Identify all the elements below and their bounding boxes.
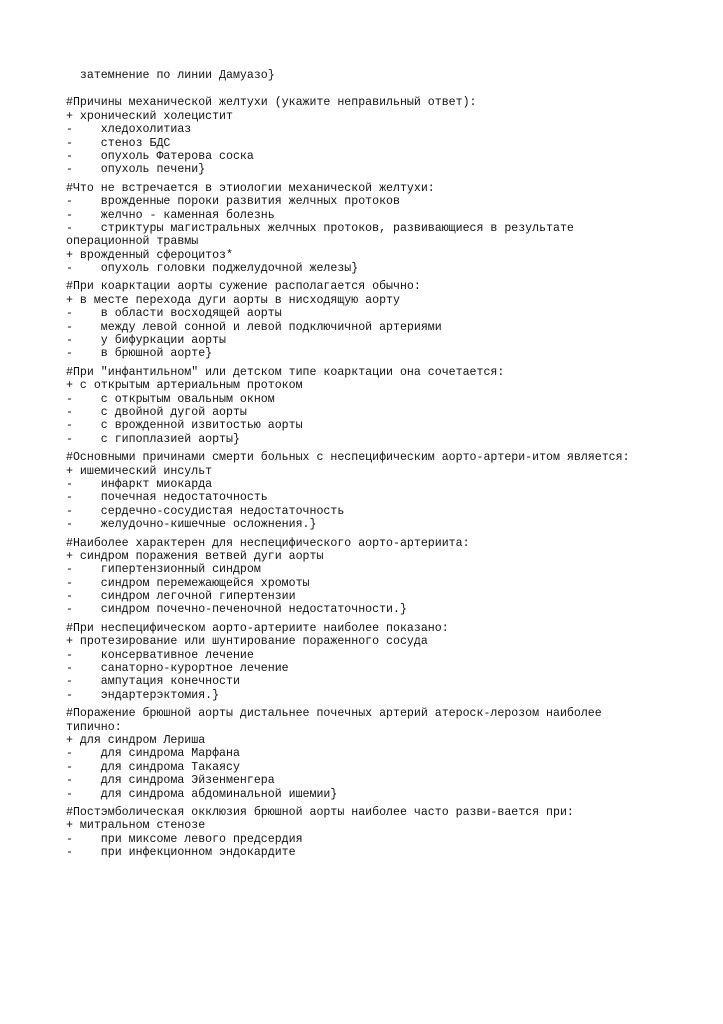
answer-option: - с врожденной извитостью аорты — [66, 419, 303, 433]
correct-answer: + с открытым артериальным протоком — [66, 379, 303, 393]
answer-option: - синдром перемежающейся хромоты — [66, 576, 310, 590]
question-block — [66, 806, 706, 860]
answer-option: - врожденные пороки развития желчных протоков — [66, 195, 400, 209]
answer-option: - опухоль головки поджелудочной железы} — [66, 262, 359, 276]
answer-option: - ампутация конечности — [66, 675, 240, 689]
answer-option: - синдром почечно-печеночной недостаточности.} — [66, 603, 407, 617]
answer-option: - опухоль Фатерова соска — [66, 149, 254, 163]
answer-option: - консервативное лечение — [66, 648, 254, 662]
question-block — [66, 366, 706, 446]
question-text: #При коарктации аорты сужение располагается обычно: — [66, 280, 421, 294]
answer-option: - с двойной дугой аорты — [66, 405, 247, 419]
answer-option: - инфаркт миокарда — [66, 477, 213, 491]
correct-answer: + хронический холецистит — [66, 109, 233, 123]
answer-option: - между левой сонной и левой подключичной артериями — [66, 320, 442, 334]
question-block — [66, 451, 706, 531]
answer-option: - у бифуркации аорты — [66, 334, 227, 348]
answer-option: - желчно - каменная болезнь — [66, 208, 275, 222]
question-block — [66, 280, 706, 360]
question-text: #При неспецифическом аорто-артериите наиболее показано: — [66, 621, 449, 635]
question-block — [66, 182, 706, 276]
answer-option: - в области восходящей аорты — [66, 307, 282, 321]
answer-option: - почечная недостаточность — [66, 491, 268, 505]
answer-option: - хледохолитиаз — [66, 123, 192, 137]
intro-line: затемнение по линии Дамуазо} — [66, 69, 275, 82]
question-text-continuation: типично: — [66, 720, 122, 734]
correct-answer: + ишемический инсульт — [66, 464, 213, 478]
question-text: #Причины механической желтухи (укажите неправильный ответ): — [66, 96, 477, 110]
correct-answer: + в месте перехода дуги аорты в нисходящую аорту — [66, 293, 400, 307]
answer-option: - санаторно-курортное лечение — [66, 662, 289, 676]
correct-answer: + врожденный сфероцитоз* — [66, 248, 233, 262]
question-block — [66, 707, 706, 801]
answer-option: - для синдрома Эйзенменгера — [66, 774, 275, 788]
answer-option: - при миксоме левого предсердия — [66, 832, 303, 846]
answer-option: - желудочно-кишечные осложнения.} — [66, 518, 317, 532]
question-text: #Что не встречается в этиологии механической желтухи: — [66, 181, 435, 195]
question-block — [66, 537, 706, 617]
correct-answer: + для синдром Лериша — [66, 733, 206, 747]
question-text: #Основными причинами смерти больных с неспецифическим аорто-артери-итом является: — [66, 451, 630, 465]
answer-option: - с открытым овальным окном — [66, 392, 275, 406]
answer-option: - эндартерэктомия.} — [66, 688, 220, 702]
correct-answer: + митральном стенозе — [66, 819, 206, 833]
answer-option: - стриктуры магистральных желчных протоков, развивающиеся в результате — [66, 221, 574, 235]
question-block — [66, 96, 706, 176]
answer-option: - для синдрома Марфана — [66, 747, 240, 761]
answer-option: - гипертензионный синдром — [66, 563, 261, 577]
question-list — [66, 96, 706, 859]
answer-option: - при инфекционном эндокардите — [66, 846, 296, 860]
answer-option: - для синдрома абдоминальной ишемии} — [66, 787, 338, 801]
answer-option: - синдром легочной гипертензии — [66, 590, 296, 604]
correct-answer: + протезирование или шунтирование пораженного сосуда — [66, 635, 428, 649]
question-text: #Поражение брюшной аорты дистальнее почечных артерий атероск-лерозом наиболее — [66, 707, 602, 721]
spacer — [66, 82, 706, 96]
answer-option: - сердечно-сосудистая недостаточность — [66, 504, 345, 518]
question-block — [66, 622, 706, 702]
answer-option: - опухоль печени} — [66, 163, 206, 177]
correct-answer: + синдром поражения ветвей дуги аорты — [66, 549, 324, 563]
document-page — [66, 69, 706, 864]
answer-option: - с гипоплазией аорты} — [66, 432, 240, 446]
answer-option: - для синдрома Такаясу — [66, 760, 240, 774]
answer-option: - в брюшной аорте} — [66, 347, 213, 361]
question-text-continuation: операционной травмы — [66, 235, 199, 249]
question-text: #При "инфантильном" или детском типе коарктации она сочетается: — [66, 365, 505, 379]
question-text: #Постэмболическая окклюзия брюшной аорты наиболее часто разви-вается при: — [66, 805, 574, 819]
question-text: #Наиболее характерен для неспецифического аорто-артериита: — [66, 536, 470, 550]
answer-option: - стеноз БДС — [66, 136, 171, 150]
